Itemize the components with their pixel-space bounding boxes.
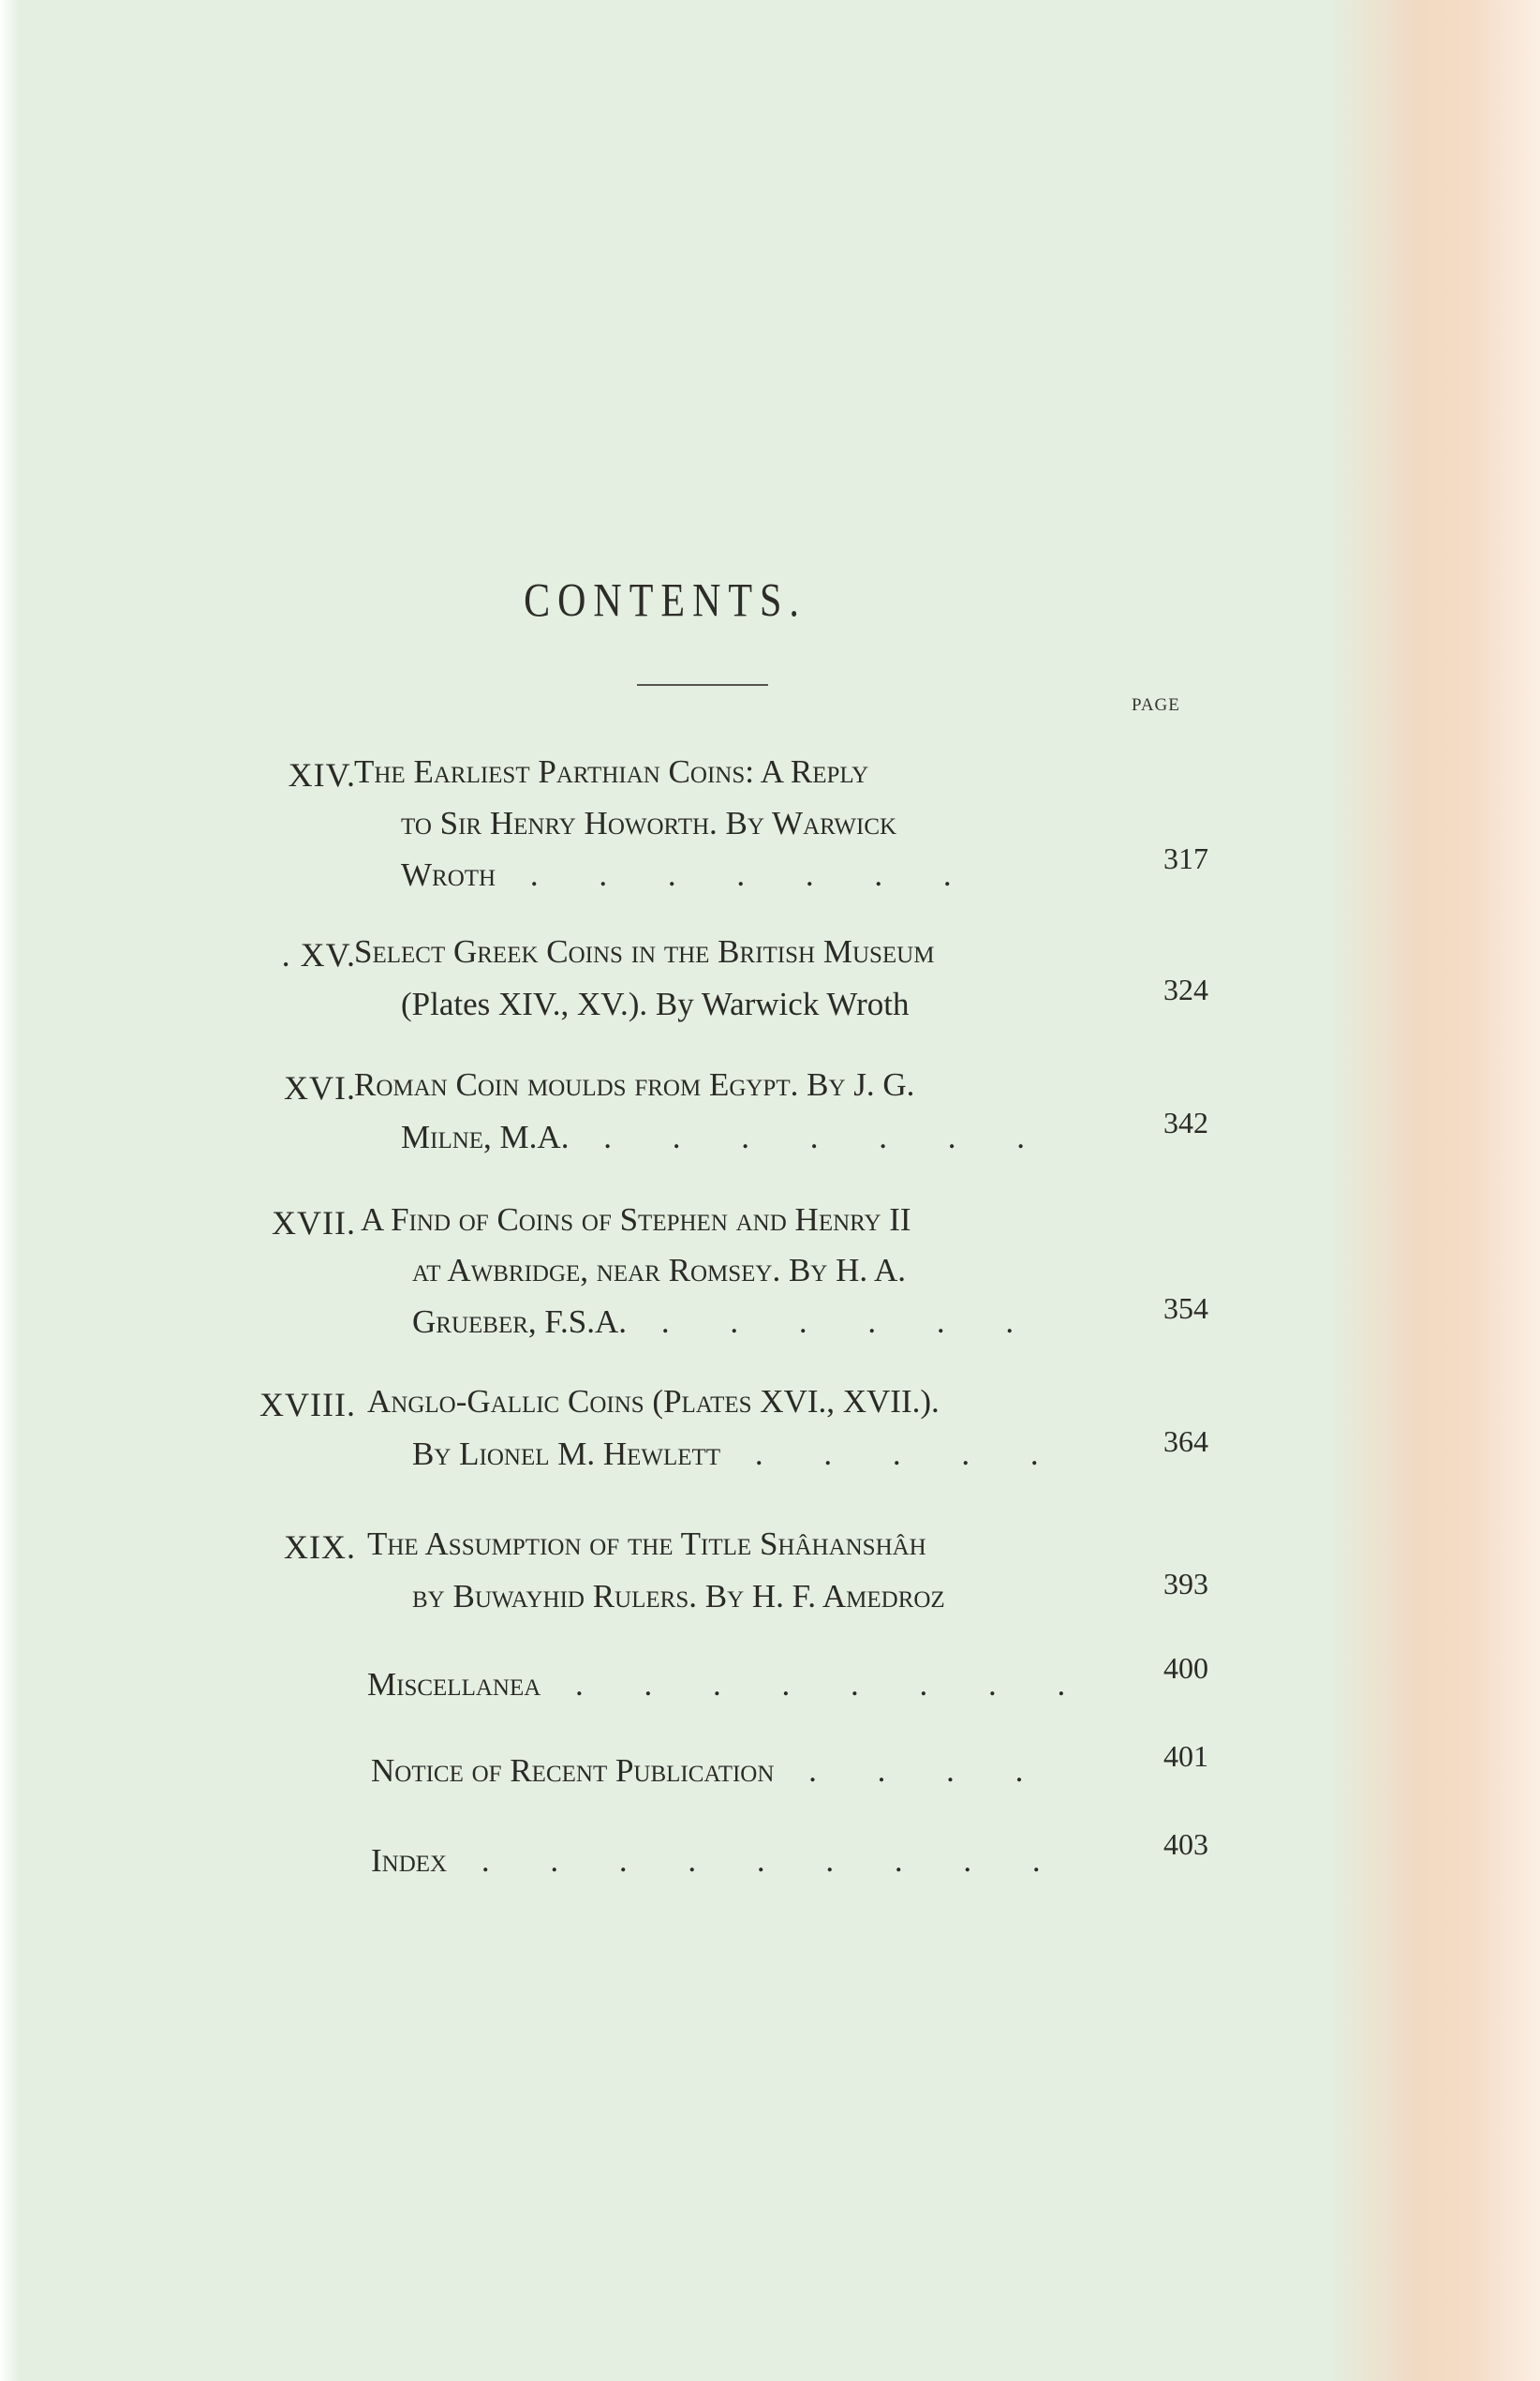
entry-title-line — [412, 1436, 1065, 1473]
leader-dots: . . . . . . . . — [540, 1666, 1092, 1703]
leader-dots: . . . . — [774, 1752, 1050, 1789]
leader-dots: . . . . . . . — [496, 856, 978, 893]
leader-dots: . . . . . . — [627, 1303, 1041, 1340]
entry-number: XIV. — [288, 756, 356, 794]
entry-title-line: A Find of Coins of Stephen and Henry II — [361, 1201, 911, 1238]
entry-page-number: 354 — [1163, 1291, 1208, 1325]
entry-title-line: to Sir Henry Howorth. By Warwick — [401, 805, 897, 841]
contents-title: CONTENTS. — [524, 575, 807, 628]
entry-title-line — [401, 1119, 1051, 1156]
entry-title-text: Milne, M.A. — [401, 1119, 570, 1155]
entry-page-number: 324 — [1163, 973, 1208, 1006]
page-column-header: PAGE — [1132, 695, 1180, 715]
entry-page-number: 317 — [1163, 841, 1208, 875]
entry-number: XVIII. — [259, 1386, 356, 1423]
entry-page-number: 400 — [1163, 1651, 1208, 1685]
entry-page-number: 403 — [1163, 1827, 1208, 1861]
entry-title-text: Grueber, F.S.A. — [412, 1303, 628, 1340]
entry-number: XIX. — [284, 1528, 356, 1566]
entry-title-line — [371, 1752, 1049, 1790]
entry-title-line: Anglo-Gallic Coins (Plates XVI., XVII.). — [367, 1383, 940, 1420]
entry-number: XVII. — [272, 1204, 356, 1242]
paper-edge — [1330, 0, 1540, 2381]
entry-page-number: 401 — [1163, 1739, 1208, 1773]
entry-title-text: By Lionel M. Hewlett — [412, 1436, 721, 1472]
entry-title-line — [412, 1303, 1040, 1341]
entry-number: . XV. — [281, 936, 356, 974]
entry-title-line: (Plates XIV., XV.). By Warwick Wroth — [401, 986, 910, 1022]
entry-page-number: 342 — [1163, 1106, 1208, 1139]
entry-page-number: 393 — [1163, 1567, 1208, 1600]
entry-title-text: Miscellanea — [367, 1666, 541, 1703]
entry-title-line: Roman Coin moulds from Egypt. By J. G. — [354, 1066, 915, 1103]
entry-title-line — [367, 1666, 1091, 1704]
leader-dots: . . . . . . . — [569, 1119, 1051, 1155]
leader-dots: . . . . . — [720, 1436, 1065, 1472]
entry-title-text: Wroth — [401, 856, 496, 893]
entry-title-line: The Assumption of the Title Shâhanshâh — [367, 1525, 926, 1562]
entry-title-line: at Awbridge, near Romsey. By H. A. — [412, 1252, 906, 1288]
entry-title-line: The Earliest Parthian Coins: A Reply — [354, 753, 869, 790]
entry-title-line: Select Greek Coins in the British Museum — [354, 933, 935, 970]
entry-title-line: by Buwayhid Rulers. By H. F. Amedroz — [412, 1578, 945, 1615]
leader-dots: . . . . . . . . . — [447, 1842, 1067, 1879]
entry-number: XVI. — [284, 1069, 356, 1107]
entry-title-line — [401, 856, 978, 894]
entry-title-text: Index — [371, 1842, 448, 1879]
entry-title-text: Notice of Recent Publication — [371, 1752, 775, 1789]
entry-page-number: 364 — [1163, 1424, 1208, 1458]
entry-title-line — [371, 1842, 1067, 1880]
